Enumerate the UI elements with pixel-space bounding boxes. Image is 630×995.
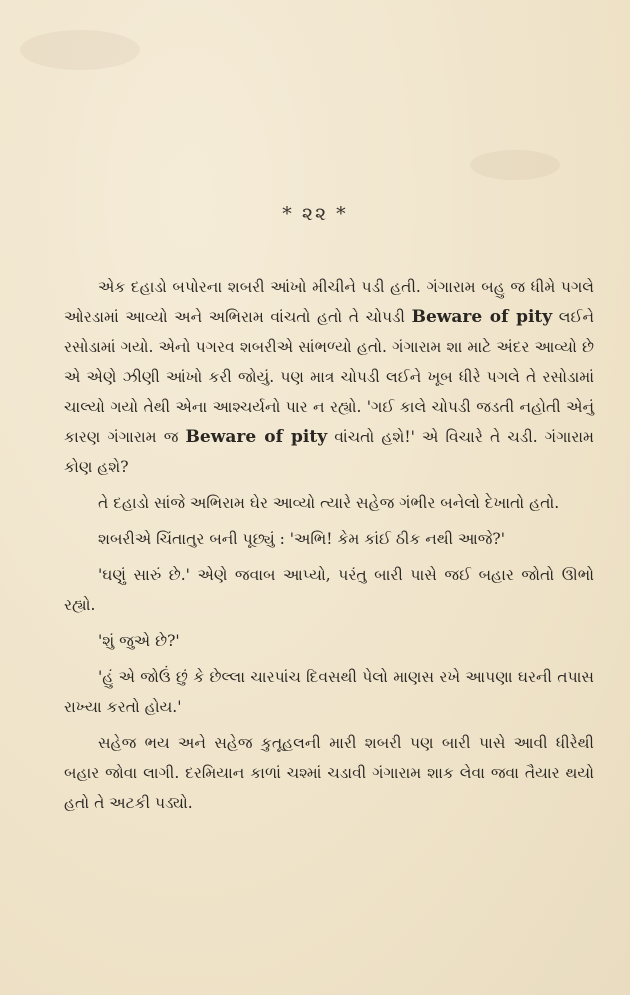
book-title-text: Beware of pity <box>411 307 553 327</box>
paragraph <box>64 626 594 656</box>
paragraph <box>64 272 594 482</box>
book-title-text: Beware of pity <box>185 427 328 447</box>
paragraph-text: 'હું એ જોઉં છું કે છેલ્લા ચારપાંચ દિવસથી પેલો માણસ રખે આપણા ઘરની તપાસ રાખ્યા કરતો હોય.' <box>64 668 594 716</box>
paragraph <box>64 560 594 620</box>
paragraph-text: સહેજ ભય અને સહેજ કુતૂહલની મારી શબરી પણ બારી પાસે આવી ધીરેથી બહાર જોવા લાગી. દરમિયાન કાળાં ચશ્માં ચડાવી ગંગારામ શાક લેવા જવા તૈયાર થયો હતો તે અટકી પડ્યો. <box>64 734 594 812</box>
paragraph-text: શબરીએ ચિંતાતુર બની પૂછ્યું : 'અભિ! કેમ કાંઈ ઠીક નથી આજે?' <box>98 530 505 548</box>
paragraph <box>64 728 594 818</box>
paragraph-text: 'ઘણું સારું છે.' એણે જવાબ આપ્યો, પરંતુ બારી પાસે જઈ બહાર જોતો ઊભો રહ્યો. <box>64 566 594 614</box>
chapter-heading: * ૨૨ * <box>282 203 348 225</box>
paragraph <box>64 488 594 518</box>
paragraph-text: તે દહાડો સાંજે અભિરામ ઘેર આવ્યો ત્યારે સહેજ ગંભીર બનેલો દેખાતો હતો. <box>98 494 560 512</box>
page-stain <box>20 30 140 70</box>
paragraph-text: 'શું જુએ છે?' <box>98 632 180 650</box>
page-stain <box>470 150 560 180</box>
paragraph-text: એક દહાડો બપોરના શબરી આંખો મીચીને પડી હતી. ગંગારામ બહુ જ ધીમે પગલે ઓરડામાં આવ્યો અને અભિરામ વાંચતો હતો તે ચોપડી <box>64 278 594 326</box>
paragraph-text: લઈને રસોડામાં ગયો. એનો પગરવ શબરીએ સાંભળ્યો હતો. ગંગારામ શા માટે અંદર આવ્યો છે એ એણે ઝીણી આંખો કરી જોયું. પણ માત્ર ચોપડી લઈને ખૂબ ધીરે પગલે તે રસોડામાં ચાલ્યો ગયો તેથી એના આશ્ચર્યનો પાર ન રહ્યો. 'ગઈ કાલે ચોપડી જડતી નહોતી એનું કારણ ગંગારામ જ <box>64 308 595 446</box>
paragraph-text: વાંચતો હશે!' એ વિચારે તે ચડી. ગંગારામ કોણ હશે? <box>64 428 594 476</box>
paragraph <box>64 524 594 554</box>
body-text <box>64 272 594 824</box>
paragraph <box>64 662 594 722</box>
